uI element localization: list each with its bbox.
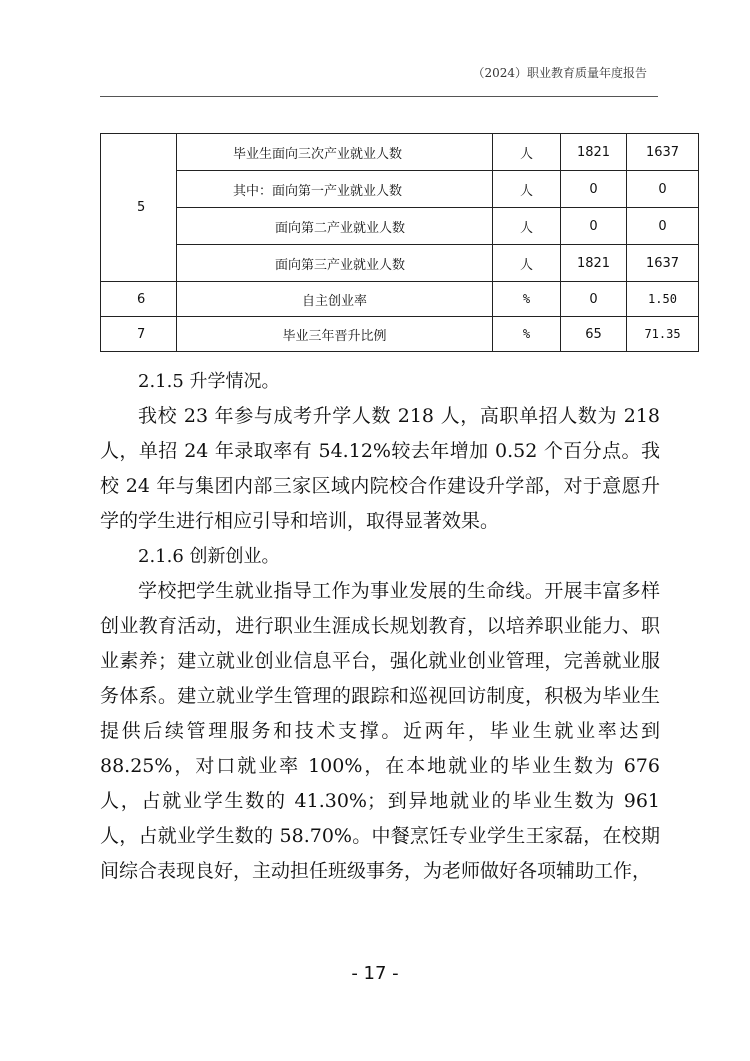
- unit-cell: %: [493, 282, 561, 317]
- item-label: 毕业三年晋升比例: [177, 317, 493, 352]
- unit-cell: 人: [493, 134, 561, 171]
- table-row: [101, 317, 699, 352]
- value-cell: 65: [561, 317, 627, 352]
- value-cell: 0: [561, 282, 627, 317]
- value-cell: 0: [627, 171, 699, 208]
- section-heading: 2.1.6 创新创业。: [138, 546, 280, 567]
- row-number: 5: [101, 134, 177, 282]
- value-cell: 1821: [561, 245, 627, 282]
- value-cell: 0: [627, 208, 699, 245]
- unit-cell: 人: [493, 245, 561, 282]
- unit-cell: 人: [493, 171, 561, 208]
- item-label: 面向第二产业就业人数: [177, 208, 493, 245]
- section-paragraph: 学校把学生就业指导工作为事业发展的生命线。开展丰富多样创业教育活动，进行职业生涯成长规划教育，以培养职业能力、职业素养；建立就业创业信息平台，强化就业创业管理，完善就业服务体系。建立就业学生管理的跟踪和巡视回访制度，积极为毕业生提供后续管理服务和技术支撑。近两年，毕业生就业率达到 88.25%，对口就业率 100%，在本地就业的毕业生数为 676 人，占就业学生数的 41.30%；到异地就业的毕业生数为 961 人，占就业学生数的 58.70%。中餐烹饪专业学生王家磊，在校期间综合表现良好，主动担任班级事务，为老师做好各项辅助工作，: [100, 580, 660, 882]
- value-cell: 1.50: [627, 282, 699, 317]
- header-divider: [100, 96, 658, 97]
- value-cell: 71.35: [627, 317, 699, 352]
- unit-cell: %: [493, 317, 561, 352]
- page-header-title: （2024）职业教育质量年度报告: [472, 66, 647, 80]
- row-number: 6: [101, 282, 177, 317]
- page-number: - 17 -: [351, 963, 399, 984]
- table-row: [101, 245, 699, 282]
- item-label: 毕业生面向三次产业就业人数: [177, 134, 493, 171]
- section-2-1-5: [100, 364, 660, 889]
- section-heading: 2.1.5 升学情况。: [138, 371, 280, 392]
- row-number: 7: [101, 317, 177, 352]
- employment-stats-table: [100, 133, 699, 352]
- table-row: [101, 208, 699, 245]
- table-row: [101, 171, 699, 208]
- item-label: 其中：面向第一产业就业人数: [177, 171, 493, 208]
- value-cell: 1637: [627, 245, 699, 282]
- table-row: [101, 134, 699, 171]
- section-paragraph: 我校 23 年参与成考升学人数 218 人，高职单招人数为 218 人，单招 24 年录取率有 54.12%较去年增加 0.52 个百分点。我校 24 年与集团内部三家区域内院校合作建设升学部，对于意愿升学的学生进行相应引导和培训，取得显著效果。: [100, 405, 660, 532]
- item-label: 面向第三产业就业人数: [177, 245, 493, 282]
- value-cell: 1821: [561, 134, 627, 171]
- value-cell: 0: [561, 171, 627, 208]
- item-label: 自主创业率: [177, 282, 493, 317]
- table-row: [101, 282, 699, 317]
- unit-cell: 人: [493, 208, 561, 245]
- value-cell: 1637: [627, 134, 699, 171]
- value-cell: 0: [561, 208, 627, 245]
